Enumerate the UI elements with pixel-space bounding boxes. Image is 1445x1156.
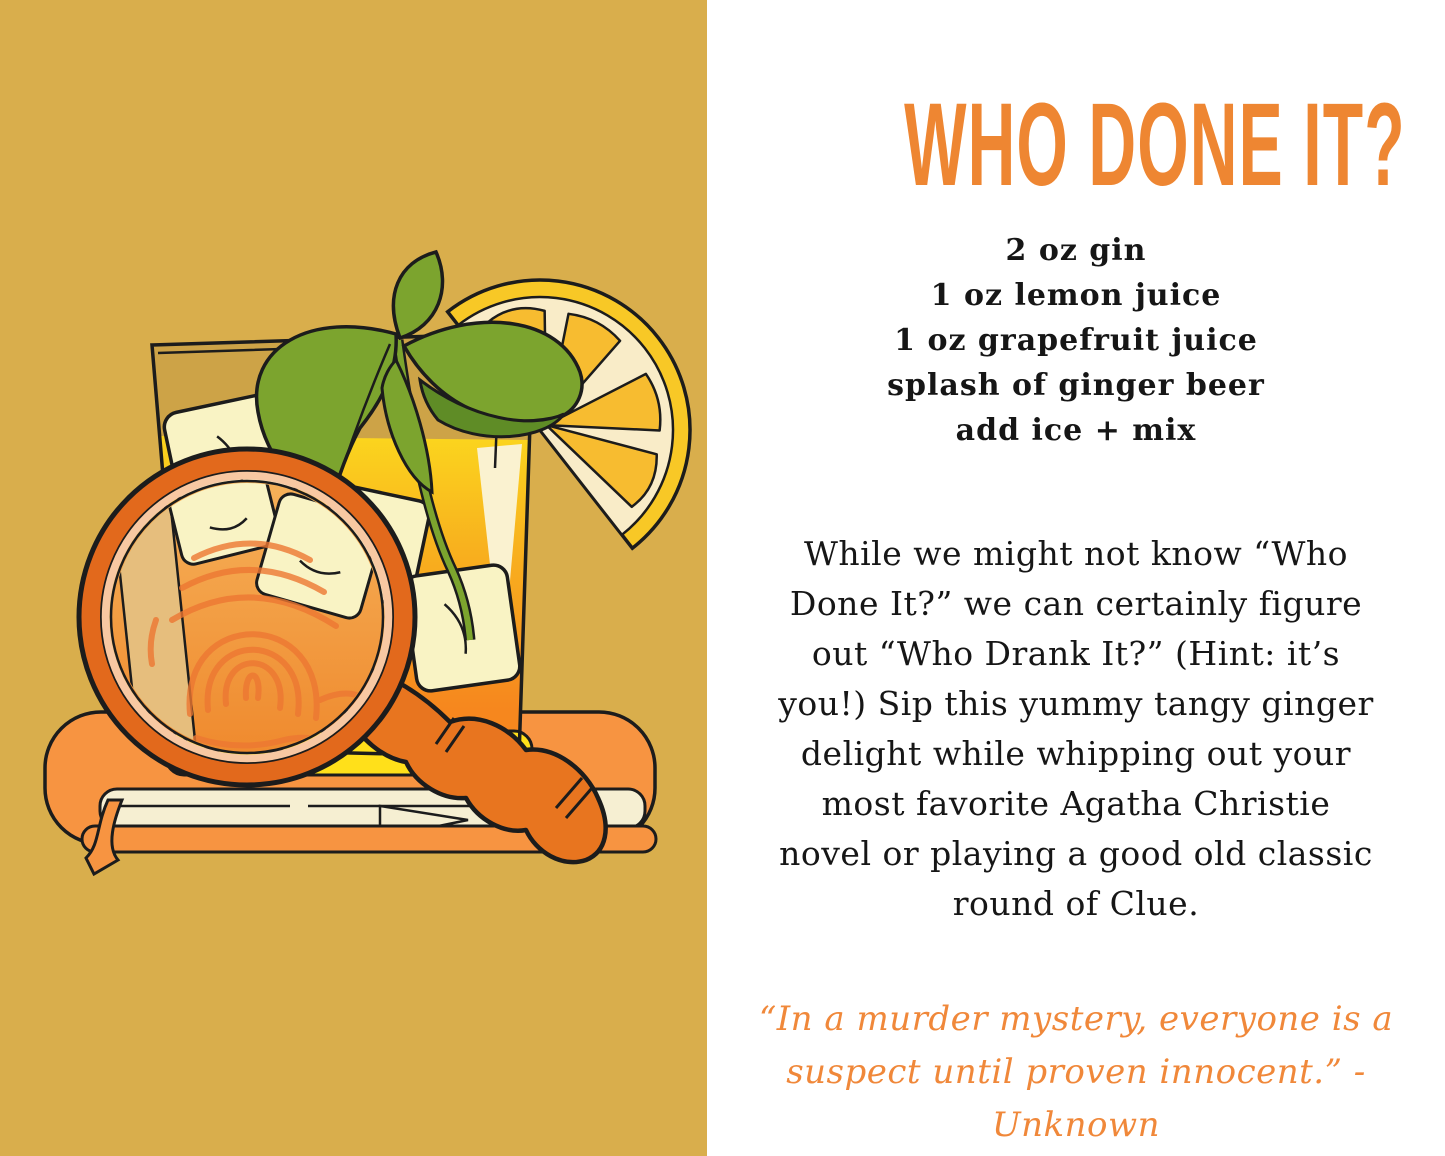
ingredient-line: add ice + mix bbox=[955, 413, 1197, 449]
quote-text: “In a murder mystery, everyone is a suspect until proven innocent.” - Unknown bbox=[758, 999, 1394, 1146]
ingredient-line: 1 oz lemon juice bbox=[930, 278, 1222, 314]
leaf bbox=[393, 252, 442, 338]
ingredient-line: splash of ginger beer bbox=[887, 368, 1265, 404]
description-text: While we might not know “Who Done It?” we can certainly figure out “Who Drank It?” (Hint: it’s you!) Sip this yummy tangy ginger delight while whipping out your most favorite Agatha Christie novel or playing a good old classic round of Clue. bbox=[778, 534, 1374, 924]
cocktail-illustration bbox=[0, 0, 707, 1156]
recipe-title: WHO DONE IT? bbox=[904, 79, 1406, 211]
recipe-panel bbox=[707, 0, 1445, 1156]
ingredients-list bbox=[707, 228, 1445, 453]
title-wrap bbox=[707, 79, 1445, 211]
magnifying-glass bbox=[79, 449, 415, 785]
ingredient-line: 2 oz gin bbox=[1005, 233, 1147, 269]
illustration-panel bbox=[0, 0, 707, 1156]
ingredient-line: 1 oz grapefruit juice bbox=[894, 323, 1258, 359]
